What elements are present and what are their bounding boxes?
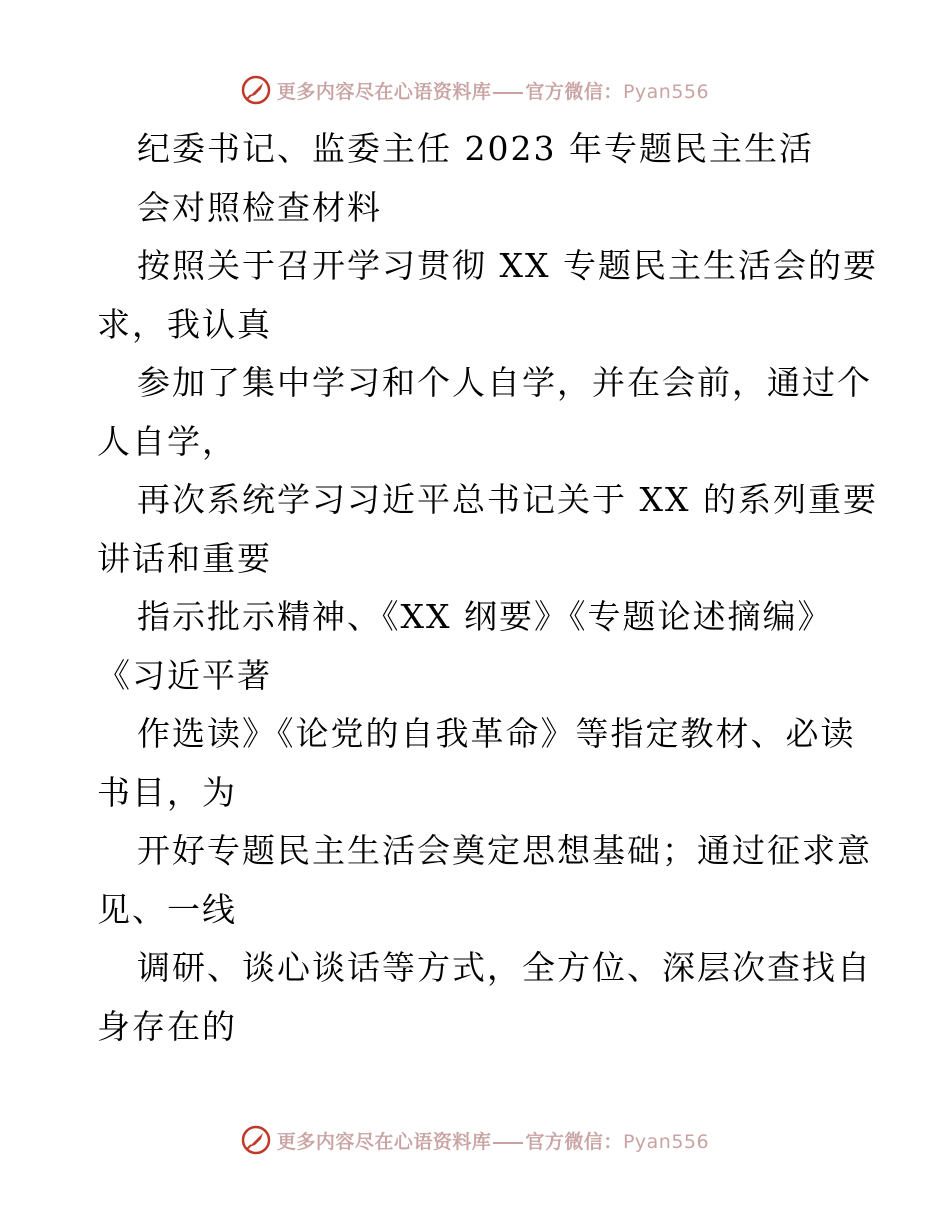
- text-line: 调研、谈心谈话等方式，全方位、深层次查找自: [137, 948, 872, 987]
- quill-logo-icon: [241, 1125, 271, 1155]
- text-line: 指示批示精神、《XX 纲要》《专题论述摘编》: [137, 597, 833, 636]
- header-banner: [0, 70, 950, 110]
- footer-banner: [0, 1120, 950, 1160]
- text-line: 作选读》《论党的自我革命》等指定教材、必读: [137, 714, 856, 753]
- banner-slogan: 更多内容尽在心语资料库: [276, 80, 492, 103]
- document-body: [97, 120, 878, 1056]
- banner-wechat-label: 官方微信：: [525, 80, 623, 103]
- text-line: 再次系统学习习近平总书记关于 XX 的系列重要: [137, 480, 878, 519]
- text-line: 求，我认真: [97, 304, 272, 344]
- text-line: 《习近平著: [97, 655, 272, 695]
- text-line: 人自学，: [97, 421, 237, 461]
- banner-wechat-handle: Pyan556: [622, 80, 710, 103]
- text-line: 会对照检查材料: [137, 187, 382, 227]
- banner-text: [277, 77, 709, 104]
- banner-dash: [493, 92, 523, 94]
- text-line: 见、一线: [97, 889, 237, 929]
- text-line: 按照关于召开学习贯彻 XX 专题民主生活会的要: [137, 246, 878, 285]
- text-line: 开好专题民主生活会奠定思想基础；通过征求意: [137, 831, 872, 870]
- text-line: 纪委书记、监委主任 2023 年专题民主生活: [137, 129, 814, 168]
- banner-dash: [493, 1142, 523, 1144]
- banner-slogan: 更多内容尽在心语资料库: [276, 1130, 492, 1153]
- quill-logo-icon: [241, 75, 271, 105]
- text-line: 参加了集中学习和个人自学，并在会前，通过个: [137, 363, 872, 402]
- text-line: 讲话和重要: [97, 538, 272, 578]
- text-line: 书目，为: [97, 772, 237, 812]
- banner-wechat-label: 官方微信：: [525, 1130, 623, 1153]
- banner-wechat-handle: Pyan556: [622, 1130, 710, 1153]
- banner-text: [277, 1127, 709, 1154]
- text-line: 身存在的: [97, 1006, 237, 1046]
